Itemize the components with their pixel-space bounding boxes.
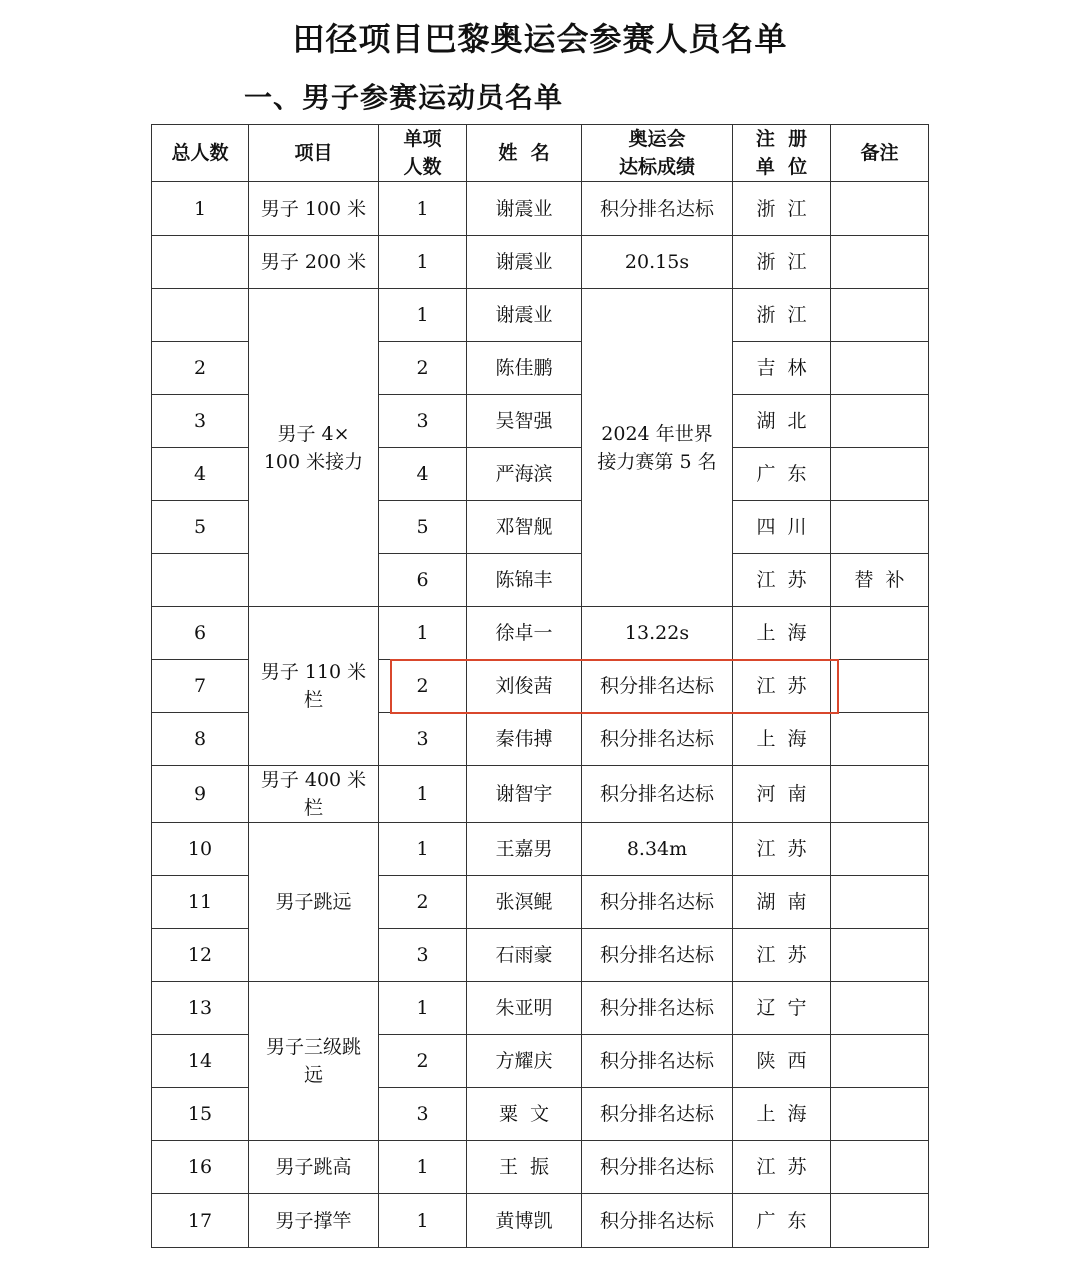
athlete-roster-table bbox=[151, 124, 929, 1248]
cell-note bbox=[831, 236, 929, 289]
header-standard-line2: 达标成绩 bbox=[618, 156, 695, 178]
cell-name: 张溟鲲 bbox=[467, 876, 582, 929]
table-row bbox=[152, 182, 929, 236]
table-row bbox=[152, 236, 929, 289]
cell-note bbox=[831, 1141, 929, 1194]
cell-note bbox=[831, 660, 929, 713]
cell-standard: 积分排名达标 bbox=[582, 1035, 733, 1088]
cell-count: 3 bbox=[379, 713, 467, 766]
cell-note bbox=[831, 289, 929, 342]
cell-standard: 积分排名达标 bbox=[582, 1194, 733, 1248]
cell-note bbox=[831, 448, 929, 501]
cell-unit: 陕 西 bbox=[733, 1035, 831, 1088]
table-row bbox=[152, 607, 929, 660]
cell-unit: 广 东 bbox=[733, 1194, 831, 1248]
cell-note bbox=[831, 1035, 929, 1088]
cell-count: 2 bbox=[379, 660, 467, 713]
cell-standard: 积分排名达标 bbox=[582, 660, 733, 713]
section-heading: 一、男子参赛运动员名单 bbox=[244, 81, 564, 114]
cell-standard: 积分排名达标 bbox=[582, 1088, 733, 1141]
cell-name: 黄博凯 bbox=[467, 1194, 582, 1248]
cell-name: 严海滨 bbox=[467, 448, 582, 501]
cell-unit: 上 海 bbox=[733, 607, 831, 660]
cell-unit: 辽 宁 bbox=[733, 982, 831, 1035]
cell-note bbox=[831, 929, 929, 982]
cell-name: 谢智宇 bbox=[467, 766, 582, 823]
cell-total: 1 bbox=[152, 182, 249, 236]
table-row bbox=[152, 1194, 929, 1248]
cell-count: 1 bbox=[379, 823, 467, 876]
cell-total: 8 bbox=[152, 713, 249, 766]
cell-standard: 2024 年世界 接力赛第 5 名 bbox=[582, 289, 733, 607]
cell-total: 16 bbox=[152, 1141, 249, 1194]
cell-count: 2 bbox=[379, 1035, 467, 1088]
cell-total: 6 bbox=[152, 607, 249, 660]
cell-name: 朱亚明 bbox=[467, 982, 582, 1035]
cell-total bbox=[152, 236, 249, 289]
cell-event: 男子 110 米 栏 bbox=[249, 607, 379, 766]
header-unit-line1: 注 册 bbox=[755, 128, 808, 150]
cell-name: 徐卓一 bbox=[467, 607, 582, 660]
cell-total: 2 bbox=[152, 342, 249, 395]
cell-total: 11 bbox=[152, 876, 249, 929]
cell-standard: 积分排名达标 bbox=[582, 1141, 733, 1194]
cell-unit: 浙 江 bbox=[733, 289, 831, 342]
cell-count: 1 bbox=[379, 607, 467, 660]
cell-name: 王嘉男 bbox=[467, 823, 582, 876]
cell-standard: 积分排名达标 bbox=[582, 713, 733, 766]
cell-standard: 积分排名达标 bbox=[582, 766, 733, 823]
cell-name: 方耀庆 bbox=[467, 1035, 582, 1088]
cell-name: 刘俊茜 bbox=[467, 660, 582, 713]
cell-unit: 江 苏 bbox=[733, 929, 831, 982]
header-total: 总人数 bbox=[152, 125, 249, 182]
cell-standard: 积分排名达标 bbox=[582, 876, 733, 929]
cell-count: 1 bbox=[379, 1194, 467, 1248]
header-count bbox=[379, 125, 467, 182]
cell-count: 2 bbox=[379, 876, 467, 929]
cell-total bbox=[152, 554, 249, 607]
table-row bbox=[152, 982, 929, 1035]
cell-unit: 江 苏 bbox=[733, 554, 831, 607]
cell-unit: 上 海 bbox=[733, 1088, 831, 1141]
cell-name: 陈佳鹏 bbox=[467, 342, 582, 395]
cell-event: 男子跳远 bbox=[249, 823, 379, 982]
cell-note bbox=[831, 876, 929, 929]
cell-note bbox=[831, 182, 929, 236]
cell-count: 1 bbox=[379, 982, 467, 1035]
cell-note bbox=[831, 823, 929, 876]
cell-total: 12 bbox=[152, 929, 249, 982]
header-standard bbox=[582, 125, 733, 182]
cell-count: 1 bbox=[379, 1141, 467, 1194]
header-count-line2: 人数 bbox=[403, 156, 442, 178]
cell-count: 1 bbox=[379, 236, 467, 289]
cell-standard: 20.15s bbox=[582, 236, 733, 289]
cell-unit: 江 苏 bbox=[733, 1141, 831, 1194]
cell-unit: 浙 江 bbox=[733, 236, 831, 289]
cell-name: 邓智舰 bbox=[467, 501, 582, 554]
cell-unit: 四 川 bbox=[733, 501, 831, 554]
cell-count: 4 bbox=[379, 448, 467, 501]
cell-unit: 湖 北 bbox=[733, 395, 831, 448]
header-note: 备注 bbox=[831, 125, 929, 182]
cell-name: 石雨豪 bbox=[467, 929, 582, 982]
cell-event: 男子 200 米 bbox=[249, 236, 379, 289]
cell-total: 14 bbox=[152, 1035, 249, 1088]
cell-name: 粟 文 bbox=[467, 1088, 582, 1141]
cell-event: 男子 400 米 栏 bbox=[249, 766, 379, 823]
table-row bbox=[152, 766, 929, 823]
header-standard-line1: 奥运会 bbox=[628, 128, 686, 150]
cell-unit: 河 南 bbox=[733, 766, 831, 823]
cell-note bbox=[831, 395, 929, 448]
header-event: 项目 bbox=[249, 125, 379, 182]
cell-total: 15 bbox=[152, 1088, 249, 1141]
cell-total: 7 bbox=[152, 660, 249, 713]
cell-event: 男子三级跳 远 bbox=[249, 982, 379, 1141]
cell-unit: 湖 南 bbox=[733, 876, 831, 929]
cell-unit: 江 苏 bbox=[733, 823, 831, 876]
cell-standard: 13.22s bbox=[582, 607, 733, 660]
cell-count: 3 bbox=[379, 395, 467, 448]
cell-event: 男子撑竿 bbox=[249, 1194, 379, 1248]
cell-unit: 吉 林 bbox=[733, 342, 831, 395]
cell-standard: 积分排名达标 bbox=[582, 929, 733, 982]
cell-total: 10 bbox=[152, 823, 249, 876]
cell-standard: 积分排名达标 bbox=[582, 182, 733, 236]
cell-name: 陈锦丰 bbox=[467, 554, 582, 607]
cell-total: 13 bbox=[152, 982, 249, 1035]
cell-name: 吴智强 bbox=[467, 395, 582, 448]
cell-count: 1 bbox=[379, 289, 467, 342]
cell-total: 5 bbox=[152, 501, 249, 554]
cell-name: 谢震业 bbox=[467, 289, 582, 342]
cell-event: 男子 4× 100 米接力 bbox=[249, 289, 379, 607]
cell-name: 谢震业 bbox=[467, 236, 582, 289]
header-unit-line2: 单 位 bbox=[755, 156, 808, 178]
cell-total: 9 bbox=[152, 766, 249, 823]
table-header-row bbox=[152, 125, 929, 182]
cell-name: 秦伟搏 bbox=[467, 713, 582, 766]
cell-note bbox=[831, 342, 929, 395]
header-name: 姓 名 bbox=[467, 125, 582, 182]
document-title: 田径项目巴黎奥运会参赛人员名单 bbox=[292, 20, 788, 58]
table-row bbox=[152, 823, 929, 876]
cell-total bbox=[152, 289, 249, 342]
cell-note bbox=[831, 713, 929, 766]
cell-note bbox=[831, 1088, 929, 1141]
cell-count: 1 bbox=[379, 182, 467, 236]
cell-count: 2 bbox=[379, 342, 467, 395]
header-count-line1: 单项 bbox=[403, 128, 442, 150]
cell-name: 王 振 bbox=[467, 1141, 582, 1194]
cell-count: 6 bbox=[379, 554, 467, 607]
cell-count: 3 bbox=[379, 929, 467, 982]
cell-note: 替 补 bbox=[831, 554, 929, 607]
cell-unit: 广 东 bbox=[733, 448, 831, 501]
cell-note bbox=[831, 1194, 929, 1248]
cell-unit: 浙 江 bbox=[733, 182, 831, 236]
cell-count: 3 bbox=[379, 1088, 467, 1141]
cell-note bbox=[831, 982, 929, 1035]
cell-count: 1 bbox=[379, 766, 467, 823]
cell-note bbox=[831, 501, 929, 554]
cell-total: 3 bbox=[152, 395, 249, 448]
table-row bbox=[152, 289, 929, 342]
cell-standard: 积分排名达标 bbox=[582, 982, 733, 1035]
cell-standard: 8.34m bbox=[582, 823, 733, 876]
cell-note bbox=[831, 607, 929, 660]
cell-event: 男子跳高 bbox=[249, 1141, 379, 1194]
cell-count: 5 bbox=[379, 501, 467, 554]
table-row bbox=[152, 1141, 929, 1194]
cell-total: 17 bbox=[152, 1194, 249, 1248]
cell-total: 4 bbox=[152, 448, 249, 501]
cell-unit: 江 苏 bbox=[733, 660, 831, 713]
cell-name: 谢震业 bbox=[467, 182, 582, 236]
header-unit bbox=[733, 125, 831, 182]
cell-event: 男子 100 米 bbox=[249, 182, 379, 236]
cell-note bbox=[831, 766, 929, 823]
cell-unit: 上 海 bbox=[733, 713, 831, 766]
